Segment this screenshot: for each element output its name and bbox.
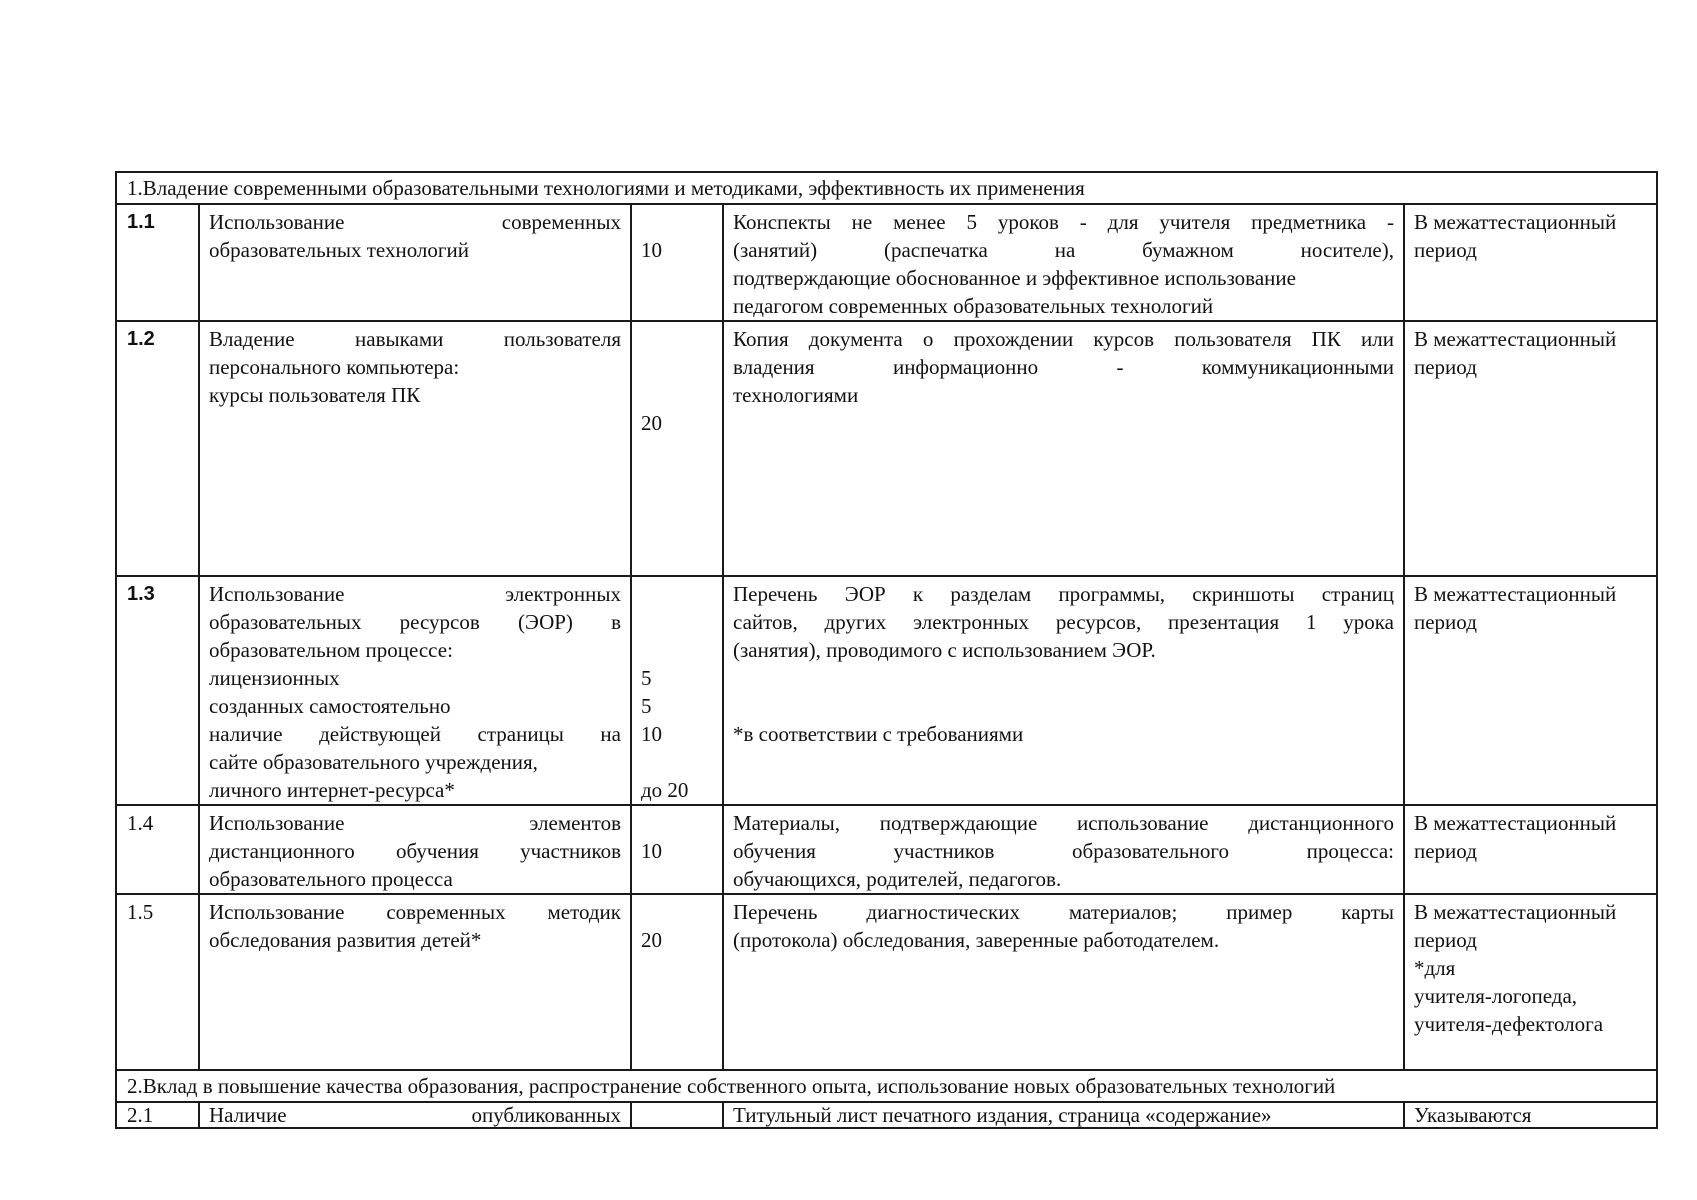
score-value: до 20 bbox=[641, 778, 689, 802]
evidence-line: обучения участников образовательного процесса: bbox=[733, 839, 1394, 863]
row-number: 2.1 bbox=[116, 1102, 199, 1128]
indicator-line: дистанционного обучения участников bbox=[209, 839, 621, 863]
period-line: В межаттестационный bbox=[1414, 210, 1617, 234]
score-value: 20 bbox=[641, 928, 662, 952]
section-title: 2.Вклад в повышение качества образования, распространение собственного опыта, использование новых образовательных технологий bbox=[116, 1070, 1657, 1102]
row-number: 1.5 bbox=[116, 894, 199, 1070]
evidence-cell bbox=[723, 1102, 1404, 1128]
evidence-line: технологиями bbox=[733, 383, 859, 407]
score-value: 20 bbox=[641, 411, 662, 435]
evidence-line: Конспекты не менее 5 уроков - для учителя предметника - bbox=[733, 210, 1394, 234]
evidence-line: владения информационно - коммуникационными bbox=[733, 355, 1394, 379]
table-row bbox=[116, 204, 1657, 321]
indicator-cell bbox=[199, 1102, 631, 1128]
table-row bbox=[116, 1102, 1657, 1128]
score-cell bbox=[631, 894, 723, 1070]
row-number: 1.4 bbox=[116, 805, 199, 894]
period-cell bbox=[1404, 321, 1657, 576]
period-line: В межаттестационный bbox=[1414, 582, 1617, 606]
evidence-line: (занятий) (распечатка на бумажном носителе), bbox=[733, 238, 1394, 262]
period-line: учителя-дефектолога bbox=[1414, 1012, 1604, 1036]
evidence-line: обучающихся, родителей, педагогов. bbox=[733, 867, 1062, 891]
score-cell bbox=[631, 1102, 723, 1128]
period-cell bbox=[1404, 894, 1657, 1070]
period-cell bbox=[1404, 576, 1657, 805]
period-line: В межаттестационный bbox=[1414, 327, 1617, 351]
indicator-line: персонального компьютера: bbox=[209, 355, 460, 379]
evidence-line: Перечень диагностических материалов; пример карты bbox=[733, 900, 1394, 924]
period-line: учителя-логопеда, bbox=[1414, 984, 1578, 1008]
table-row bbox=[116, 894, 1657, 1070]
indicator-line: Наличие опубликованных bbox=[209, 1103, 621, 1127]
indicator-line: Использование элементов bbox=[209, 811, 621, 835]
period-line: В межаттестационный bbox=[1414, 900, 1617, 924]
indicator-cell bbox=[199, 805, 631, 894]
indicator-line: лицензионных bbox=[209, 666, 340, 690]
score-cell bbox=[631, 321, 723, 576]
score-cell bbox=[631, 204, 723, 321]
evidence-cell bbox=[723, 204, 1404, 321]
section-title: 1.Владение современными образовательными технологиями и методиками, эффективность их применения bbox=[116, 172, 1657, 204]
indicator-line: образовательных технологий bbox=[209, 238, 469, 262]
row-number: 1.3 bbox=[116, 576, 199, 805]
indicator-line: созданных самостоятельно bbox=[209, 694, 451, 718]
indicator-line: образовательного процесса bbox=[209, 867, 453, 891]
period-line: период bbox=[1414, 928, 1477, 952]
period-line: период bbox=[1414, 355, 1477, 379]
score-value: 10 bbox=[641, 722, 662, 746]
score-value: 10 bbox=[641, 839, 662, 863]
evidence-cell bbox=[723, 576, 1404, 805]
evidence-line: Титульный лист печатного издания, страница «содержание» bbox=[733, 1103, 1272, 1127]
evidence-cell bbox=[723, 805, 1404, 894]
period-line: Указываются bbox=[1414, 1103, 1532, 1127]
indicator-line: образовательном процессе: bbox=[209, 638, 453, 662]
period-line: В межаттестационный bbox=[1414, 811, 1617, 835]
attestation-criteria-table bbox=[115, 171, 1658, 1129]
score-value: 10 bbox=[641, 238, 662, 262]
score-cell bbox=[631, 805, 723, 894]
evidence-cell bbox=[723, 321, 1404, 576]
section-header-row bbox=[116, 172, 1657, 204]
indicator-line: образовательных ресурсов (ЭОР) в bbox=[209, 610, 621, 634]
section-header-row bbox=[116, 1070, 1657, 1102]
indicator-line: Использование современных методик bbox=[209, 900, 621, 924]
table-row bbox=[116, 321, 1657, 576]
evidence-line: сайтов, других электронных ресурсов, презентация 1 урока bbox=[733, 610, 1394, 634]
evidence-line: Перечень ЭОР к разделам программы, скриншоты страниц bbox=[733, 582, 1394, 606]
indicator-line: обследования развития детей* bbox=[209, 928, 482, 952]
indicator-line: наличие действующей страницы на bbox=[209, 722, 621, 746]
indicator-line: Использование современных bbox=[209, 210, 621, 234]
indicator-cell bbox=[199, 894, 631, 1070]
evidence-line: педагогом современных образовательных технологий bbox=[733, 294, 1214, 318]
period-line: период bbox=[1414, 238, 1477, 262]
evidence-cell bbox=[723, 894, 1404, 1070]
indicator-line: курсы пользователя ПК bbox=[209, 383, 421, 407]
period-line: период bbox=[1414, 610, 1477, 634]
evidence-line: (занятия), проводимого с использованием ЭОР. bbox=[733, 638, 1156, 662]
period-cell bbox=[1404, 204, 1657, 321]
score-value: 5 bbox=[641, 694, 652, 718]
evidence-line: Материалы, подтверждающие использование дистанционного bbox=[733, 811, 1394, 835]
indicator-line: Владение навыками пользователя bbox=[209, 327, 621, 351]
indicator-line: Использование электронных bbox=[209, 582, 621, 606]
evidence-line: подтверждающие обоснованное и эффективное использование bbox=[733, 266, 1296, 290]
table-row bbox=[116, 576, 1657, 805]
indicator-cell bbox=[199, 576, 631, 805]
period-line: период bbox=[1414, 839, 1477, 863]
row-number: 1.1 bbox=[116, 204, 199, 321]
period-cell bbox=[1404, 1102, 1657, 1128]
evidence-line: (протокола) обследования, заверенные работодателем. bbox=[733, 928, 1220, 952]
evidence-line: Копия документа о прохождении курсов пользователя ПК или bbox=[733, 327, 1394, 351]
document-page bbox=[115, 171, 1656, 1129]
period-cell bbox=[1404, 805, 1657, 894]
table-row bbox=[116, 805, 1657, 894]
score-value: 5 bbox=[641, 666, 652, 690]
indicator-line: личного интернет-ресурса* bbox=[209, 778, 455, 802]
period-line: *для bbox=[1414, 956, 1456, 980]
evidence-note: *в соответствии с требованиями bbox=[733, 722, 1024, 746]
indicator-line: сайте образовательного учреждения, bbox=[209, 750, 538, 774]
score-cell bbox=[631, 576, 723, 805]
indicator-cell bbox=[199, 321, 631, 576]
indicator-cell bbox=[199, 204, 631, 321]
row-number: 1.2 bbox=[116, 321, 199, 576]
